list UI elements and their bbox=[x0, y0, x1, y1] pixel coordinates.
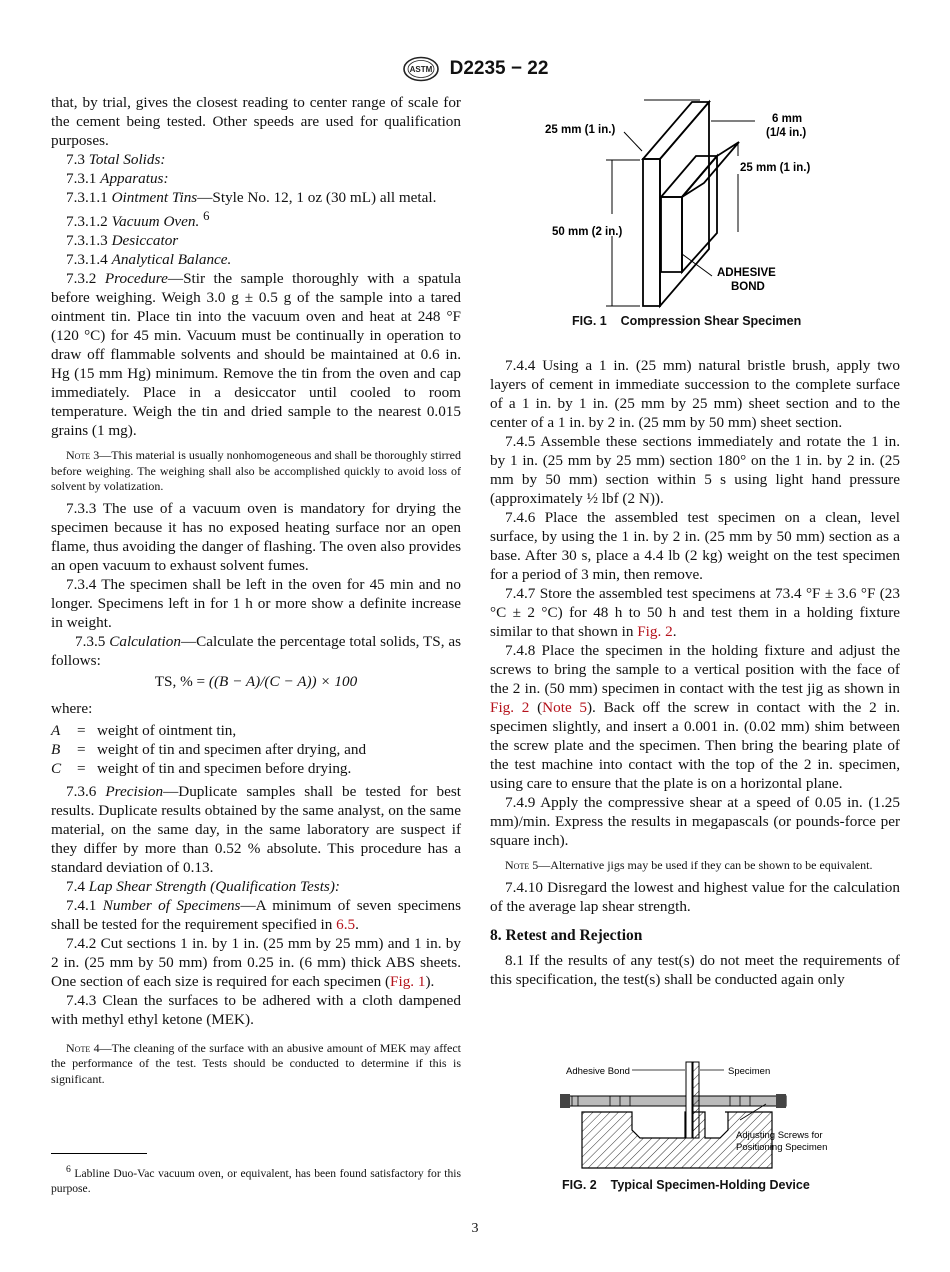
fig2-label-screws-2: Positioning Specimen bbox=[736, 1142, 828, 1153]
section-7-4-4: 7.4.4 Using a 1 in. (25 mm) natural bristle brush, apply two layers of cement in immediate succession to the complete surface of a 1 in. by 1 in. (25 mm by 25 mm) sheet section and to the center of a 1 in. by 2 in. (25 mm by 50 mm) sheet section. bbox=[490, 357, 900, 431]
section-7-4-5: 7.4.5 Assemble these sections immediately and rotate the 1 in. by 1 in. (25 mm by 25 mm) section 180° on the 1 in. by 2 in. (25 mm by 50 mm) section within 5 s using light hand pressure (approximately ½ lbf (2 N)). bbox=[490, 433, 900, 507]
section-7-3-1-4: 7.3.1.4 Analytical Balance. bbox=[66, 251, 232, 269]
page-header bbox=[0, 56, 950, 82]
fig1-label-height-large: 50 mm (2 in.) bbox=[552, 226, 623, 238]
section-7-3-3: 7.3.3 The use of a vacuum oven is mandatory for drying the specimen because it has no exposed heating surface nor an open flame, thus avoiding the danger of flashing. The oven also provides an open vacuum to exhaust solvent fumes. bbox=[51, 499, 461, 574]
compression-shear-specimen-diagram bbox=[540, 94, 870, 334]
fig1-label-height-small: 25 mm (1 in.) bbox=[740, 162, 811, 174]
section-7-3-2: 7.3.2 Procedure—Stir the sample thoroughly with a spatula before weighing. Weigh 3.0 g ± 0.5 g of the sample into a tared ointment tin. Place tin into the vacuum oven and heat at 248 °F (120 °C) for 45 min. Vacuum must be continually in operation to draw off flammable solvents and should be maintained at 0.6 in. Hg (15 mm Hg) minimum. Remove the tin from the oven and cap immediately. Place in a desiccator until cooled to room temperature. Weigh the tin and dried sample to the nearest 0.015 grains (1 mg). bbox=[51, 270, 462, 440]
figure-2 bbox=[560, 1060, 840, 1170]
fig1-label-thickness: 6 mm bbox=[772, 113, 803, 125]
section-7-3-1-3: 7.3.1.3 Desiccator bbox=[66, 232, 179, 250]
variable-row: C = weight of tin and specimen before drying. bbox=[51, 759, 352, 777]
page-number: 3 bbox=[471, 1221, 479, 1236]
section-7-4: 7.4 Lap Shear Strength (Qualification Tests): bbox=[66, 877, 340, 895]
variable-row: A = weight of ointment tin, bbox=[51, 721, 237, 739]
section-8-heading: 8. Retest and Rejection bbox=[490, 926, 643, 944]
ref-link-6-5[interactable]: 6.5 bbox=[336, 915, 356, 933]
specimen-holding-device-diagram bbox=[560, 1060, 840, 1170]
section-7-4-7: 7.4.7 Store the assembled test specimens at 73.4 °F ± 3.6 °F (23 °C ± 2 °C) for 48 h to 50 h and test them in a holding fixture similar to that shown in Fig. 2. bbox=[490, 585, 900, 640]
ref-link-fig-2[interactable]: Fig. 2 bbox=[637, 623, 673, 640]
section-7-4-9: 7.4.9 Apply the compressive shear at a speed of 0.05 in. (1.25 mm)/min. Express the results in megapascals (or pounds-force per square inch). bbox=[490, 794, 900, 849]
formula: TS, % = ((B − A)/(C − A)) × 100 bbox=[154, 672, 358, 690]
section-7-4-2: 7.4.2 Cut sections 1 in. by 1 in. (25 mm by 25 mm) and 1 in. by 2 in. (25 mm by 50 mm) from 0.25 in. (6 mm) thick ABS sheets. One section of each size is required for each specimen (Fig. 1). bbox=[51, 934, 461, 990]
figure-2-caption: FIG. 2 Typical Specimen-Holding Device bbox=[562, 1178, 810, 1192]
section-7-4-3: 7.4.3 Clean the surfaces to be adhered with a cloth dampened with methyl ethyl ketone (MEK). bbox=[51, 991, 461, 1028]
fig1-label-bond: BOND bbox=[731, 281, 765, 293]
section-7-3-1-1: 7.3.1.1 Ointment Tins—Style No. 12, 1 oz (30 mL) all metal. bbox=[66, 189, 437, 206]
footnote-ref: 6 bbox=[203, 209, 210, 223]
fig2-label-adhesive: Adhesive Bond bbox=[566, 1066, 630, 1077]
fig2-label-screws-1: Adjusting Screws for bbox=[736, 1130, 823, 1141]
figure-1-caption: FIG. 1 Compression Shear Specimen bbox=[572, 314, 802, 328]
fig1-label-thickness-in: (1/4 in.) bbox=[766, 127, 807, 139]
svg-text:ASTM: ASTM bbox=[409, 65, 432, 74]
note-5: Note 5—Alternative jigs may be used if they can be shown to be equivalent. bbox=[505, 858, 873, 872]
fig1-label-width: 25 mm (1 in.) bbox=[545, 124, 616, 136]
section-7-3: 7.3 Total Solids: bbox=[66, 151, 166, 168]
variable-list bbox=[51, 721, 461, 778]
note-4: Note 4—The cleaning of the surface with an abusive amount of MEK may affect the performance of the test. Tests should be conducted to determine if this is significant. bbox=[51, 1040, 461, 1086]
section-7-3-1-2: 7.3.1.2 Vacuum Oven. $^6$ bbox=[66, 209, 210, 231]
ref-link-fig-1[interactable]: Fig. 1 bbox=[390, 972, 426, 990]
section-7-3-4: 7.3.4 The specimen shall be left in the oven for 45 min and no longer. Specimens left in for 1 h or more show a definite increase in weight. bbox=[51, 575, 461, 631]
section-7-4-6: 7.4.6 Place the assembled test specimen on a clean, level surface, by using the 1 in. by 2 in. (25 mm by 50 mm) section as a base. After 30 s, place a 4.4 lb (2 kg) weight on the test specimen for a period of 3 min, then remove. bbox=[490, 509, 900, 583]
figure-1 bbox=[540, 94, 870, 334]
section-7-3-1: 7.3.1 Apparatus: bbox=[66, 170, 169, 187]
paragraph-continuation: that, by trial, gives the closest reading to center range of scale for the cement being tested. Other speeds are used for qualification purposes. bbox=[51, 94, 461, 149]
fig1-label-adhesive: ADHESIVE bbox=[717, 267, 776, 279]
section-7-4-8: 7.4.8 Place the specimen in the holding fixture and adjust the screws to bring the sample to a vertical position with the face of the 2 in. (50 mm) specimen in contact with the test jig as shown in Fig. 2 (Note 5). Back off the screw in contact with the 2 in. specimen slightly, and insert a 0.001 in. (0.02 mm) shim between the screw plate and the specimen. Then bring the bearing plate of the test machine into contact with the top of the 2 in. specimen, using care to ensure that the plate is on a horizontal plane. bbox=[490, 642, 901, 792]
ref-link-fig-2[interactable]: Fig. 2 bbox=[490, 699, 530, 716]
footnote-6: $^6$ Labline Duo-Vac vacuum oven, or equivalent, has been found satisfactory for this purpose. bbox=[51, 1164, 461, 1195]
variable-row: B = weight of tin and specimen after drying, and bbox=[51, 740, 367, 758]
where-label: where: bbox=[51, 699, 93, 717]
footnote-rule bbox=[51, 1153, 147, 1154]
astm-logo-icon bbox=[402, 56, 440, 82]
section-7-4-10: 7.4.10 Disregard the lowest and highest value for the calculation of the average lap shear strength. bbox=[490, 878, 900, 915]
section-8-1: 8.1 If the results of any test(s) do not meet the requirements of this specification, the test(s) shall be conducted again only bbox=[490, 951, 900, 988]
document-number: D2235 − 22 bbox=[449, 58, 549, 79]
fig2-label-specimen: Specimen bbox=[728, 1066, 771, 1077]
ref-link-note-5[interactable]: Note 5 bbox=[542, 699, 587, 716]
section-7-3-5: 7.3.5 Calculation—Calculate the percentage total solids, TS, as follows: bbox=[51, 632, 461, 669]
section-7-3-6: 7.3.6 Precision—Duplicate samples shall be tested for best results. Duplicate results obtained by the same analyst, on the same material, on the same day, in the same laboratory are suspect if they differ by more than 0.52 % absolute. This procedure has a standard deviation of 0.13. bbox=[51, 782, 461, 876]
note-3: Note 3—This material is usually nonhomogeneous and shall be thoroughly stirred before weighing. The weighing shall also be accomplished quickly to avoid loss of solvent by volatization. bbox=[51, 448, 461, 494]
section-7-4-1: 7.4.1 Number of Specimens—A minimum of seven specimens shall be tested for the requirement specified in 6.5. bbox=[51, 896, 462, 933]
left-column bbox=[51, 93, 461, 1091]
right-column bbox=[490, 356, 900, 989]
